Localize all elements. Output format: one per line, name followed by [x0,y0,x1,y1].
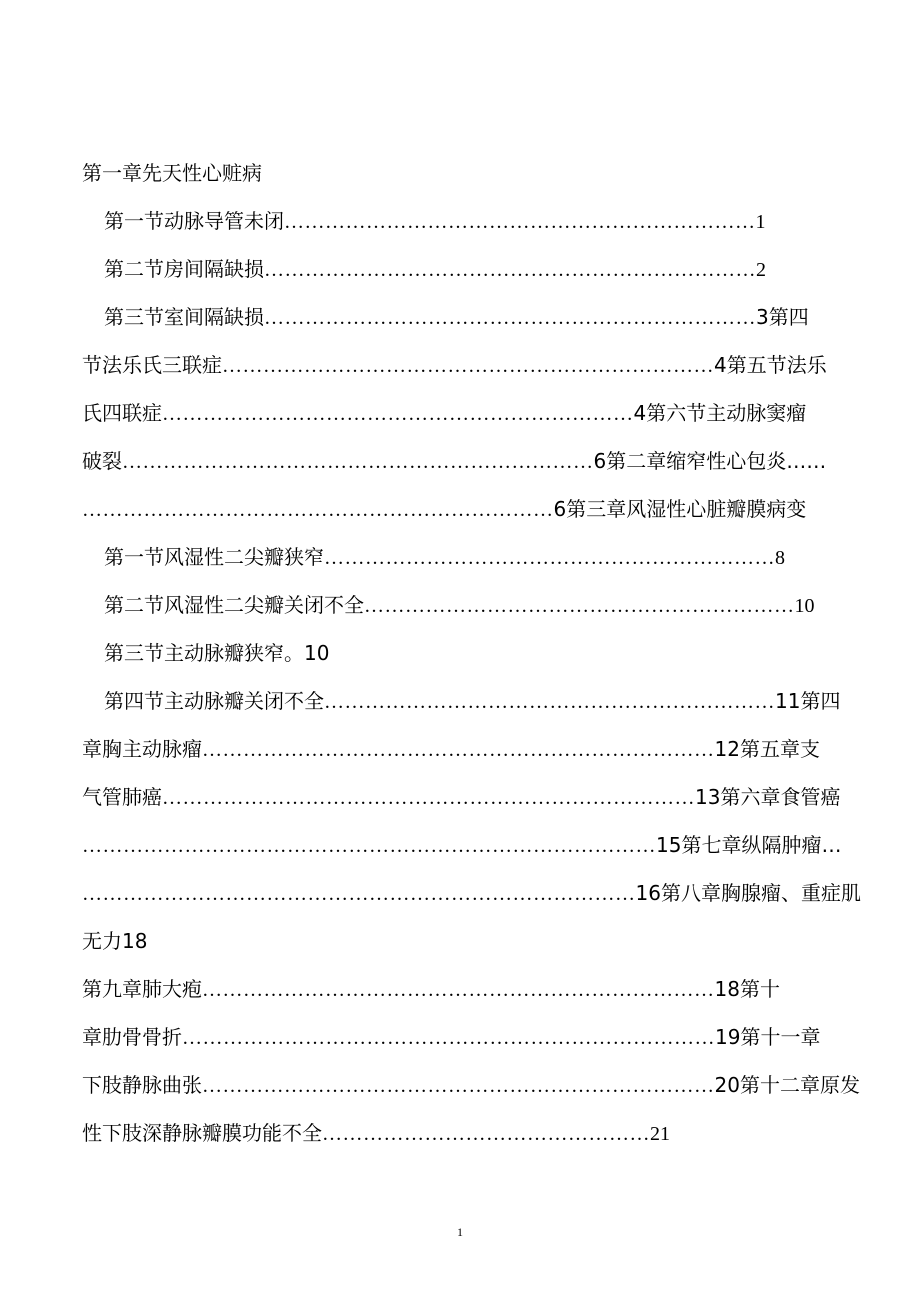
toc-page-number: 8 [775,547,785,569]
toc-text: 第四节主动脉瓣关闭不全 [104,689,324,713]
toc-entry-ch1-sec1 [104,206,842,236]
toc-text: 章肋骨骨折 [82,1025,182,1049]
toc-text: 破裂 [82,449,122,473]
toc-text: 无力18 [82,929,148,953]
toc-entry-ch1-sec3 [104,302,842,332]
toc-entry-ch10 [82,1022,842,1052]
toc-entry-ch2 [82,494,842,524]
toc-continuation: 19第十一章 [715,1025,821,1049]
toc-entry-ch1-sec6 [82,446,842,476]
toc-page-number: 21 [650,1123,670,1145]
toc-text: 第九章肺大疱 [82,977,202,1001]
toc-text: 第三节主动脉瓣狭窄。10 [104,641,330,665]
toc-continuation: 6第二章缩窄性心包炎…… [593,449,827,473]
toc-entry-ch1-sec2 [104,254,842,284]
toc-leader-dots: …………………………………………………………… [82,499,554,521]
toc-leader-dots: ……………………………………………………………… [264,307,756,329]
toc-entry-ch11 [82,1070,860,1100]
toc-text: 第一节动脉导管未闭 [104,209,284,233]
toc-continuation: 13第六章食管癌 [695,785,841,809]
toc-text: 性下肢深静脉瓣膜功能不全 [82,1121,322,1145]
toc-leader-dots: ………………………………………………………………… [202,739,715,761]
toc-entry-ch8-continued [82,926,842,956]
toc-page-number: 2 [756,259,766,281]
toc-leader-dots: ……………………………………………………… [364,595,795,617]
toc-leader-dots: ………………………………………………………………… [202,979,715,1001]
toc-entry-ch9 [82,974,842,1004]
toc-continuation: 18第十 [714,977,780,1001]
toc-text: 节法乐氏三联症 [82,353,222,377]
toc-entry-ch7 [82,878,861,908]
toc-leader-dots: ………………………………………………………… [324,691,775,713]
toc-text: 第二节风湿性二尖瓣关闭不全 [104,593,364,617]
toc-continuation: 16第八章胸腺瘤、重症肌 [635,881,861,905]
toc-leader-dots: ………………………………………………………… [324,547,775,569]
toc-leader-dots: ……………………………………………………………… [222,355,714,377]
toc-entry-ch3-sec2 [104,590,842,620]
toc-entry-ch3-sec1 [104,542,842,572]
toc-leader-dots: …………………………………………………………… [284,211,756,233]
toc-leader-dots: …………………………………………………………… [122,451,594,473]
toc-leader-dots: …………………………………………………………… [162,403,634,425]
toc-entry-ch3-sec4 [104,686,842,716]
toc-continuation: 4第六节主动脉窦瘤 [633,401,807,425]
toc-continuation: 6第三章风湿性心脏瓣膜病变 [553,497,807,521]
toc-entry-ch12 [82,1118,842,1148]
toc-entry-ch5 [82,782,842,812]
toc-chapter-1-heading [82,158,842,188]
toc-text: 氏四联症 [82,401,162,425]
toc-continuation: 11第四 [775,689,841,713]
toc-leader-dots: ……………………………………………………………… [264,259,756,281]
toc-leader-dots: ………………………………………… [322,1123,650,1145]
toc-text: 气管肺癌 [82,785,162,809]
toc-leader-dots: …………………………………………………………………… [162,787,695,809]
toc-page-number: 1 [755,211,766,233]
toc-entry-ch1-sec4 [82,350,842,380]
toc-text: 第二节房间隔缺损 [104,257,264,281]
toc-text: 第一节风湿性二尖瓣狭窄 [104,545,324,569]
toc-leader-dots: ……………………………………………………………………… [82,883,636,905]
toc-entry-ch4 [82,734,842,764]
toc-continuation: 15第七章纵隔肿瘤… [656,833,842,857]
toc-leader-dots: ………………………………………………………………………… [82,835,656,857]
toc-text: 下肢静脉曲张 [82,1073,202,1097]
toc-entry-ch1-sec5 [82,398,842,428]
toc-entry-ch3-sec3 [104,638,842,668]
toc-continuation: 12第五章支 [714,737,820,761]
toc-entry-ch6 [82,830,842,860]
toc-leader-dots: ………………………………………………………………… [202,1075,715,1097]
toc-continuation: 20第十二章原发 [714,1073,860,1097]
toc-text: 第一章先天性心赃病 [82,161,262,185]
toc-continuation: 4第五节法乐 [714,353,827,377]
toc-text: 章胸主动脉瘤 [82,737,202,761]
toc-continuation: 3第四 [756,305,809,329]
toc-page-number: 10 [794,595,815,617]
toc-text: 第三节室间隔缺损 [104,305,264,329]
toc-leader-dots: …………………………………………………………………… [182,1027,715,1049]
footer-page-number: 1 [457,1225,463,1239]
